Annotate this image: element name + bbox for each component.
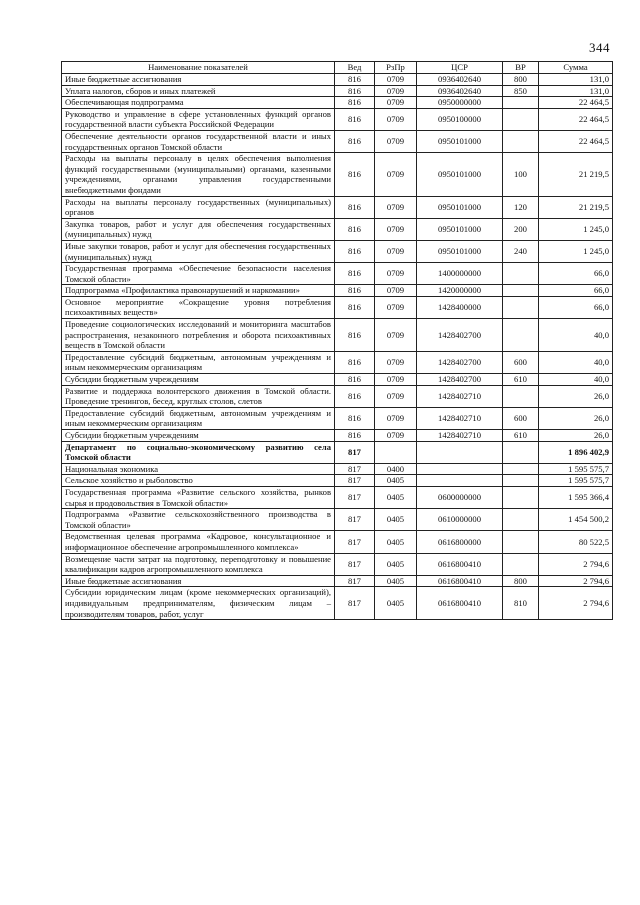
- cell-rzpr: 0405: [375, 587, 417, 620]
- cell-sum: 66,0: [539, 296, 613, 318]
- table-row: [62, 108, 613, 130]
- page-number: 344: [589, 40, 610, 55]
- cell-csr: 1428402700: [417, 319, 503, 352]
- cell-rzpr: 0405: [375, 575, 417, 587]
- cell-rzpr: 0709: [375, 319, 417, 352]
- cell-sum: 26,0: [539, 430, 613, 442]
- cell-csr: 0610000000: [417, 509, 503, 531]
- table-row: [62, 587, 613, 620]
- cell-ved: 817: [335, 463, 375, 475]
- cell-name: Государственная программа «Развитие сельского хозяйства, рынков сырья и продовольствия в Томской области»: [62, 486, 335, 508]
- table-row: [62, 130, 613, 152]
- cell-ved: 816: [335, 196, 375, 218]
- table-row: [62, 486, 613, 508]
- cell-sum: 21 219,5: [539, 153, 613, 196]
- cell-csr: 0950000000: [417, 97, 503, 109]
- table-row: [62, 463, 613, 475]
- cell-sum: 1 896 402,9: [539, 441, 613, 463]
- cell-csr: 1428402710: [417, 430, 503, 442]
- table-header: [62, 62, 613, 74]
- cell-sum: 66,0: [539, 263, 613, 285]
- cell-ved: 816: [335, 351, 375, 373]
- cell-sum: 80 522,5: [539, 531, 613, 553]
- cell-vr: 200: [503, 218, 539, 240]
- cell-name: Предоставление субсидий бюджетным, автономным учреждениям и иным некоммерческим организациям: [62, 407, 335, 429]
- cell-ved: 817: [335, 486, 375, 508]
- cell-sum: 40,0: [539, 319, 613, 352]
- cell-name: Возмещение части затрат на подготовку, переподготовку и повышение квалификации кадров агропромышленного комплекса: [62, 553, 335, 575]
- cell-name: Субсидии юридическим лицам (кроме некоммерческих организаций), индивидуальным предпринимателям, физическим лицам – производителям товаров, работ, услуг: [62, 587, 335, 620]
- cell-sum: 22 464,5: [539, 97, 613, 109]
- cell-ved: 817: [335, 509, 375, 531]
- table-row: [62, 430, 613, 442]
- cell-sum: 131,0: [539, 85, 613, 97]
- table-row: [62, 575, 613, 587]
- cell-rzpr: 0405: [375, 486, 417, 508]
- cell-vr: 810: [503, 587, 539, 620]
- cell-csr: [417, 475, 503, 487]
- cell-sum: 66,0: [539, 285, 613, 297]
- cell-rzpr: 0405: [375, 531, 417, 553]
- cell-vr: [503, 463, 539, 475]
- cell-rzpr: 0405: [375, 553, 417, 575]
- cell-sum: 40,0: [539, 351, 613, 373]
- cell-name: Департамент по социально-экономическому развитию села Томской области: [62, 441, 335, 463]
- table-row: [62, 475, 613, 487]
- table-row: [62, 296, 613, 318]
- cell-vr: [503, 296, 539, 318]
- cell-rzpr: 0709: [375, 108, 417, 130]
- cell-csr: 1428402710: [417, 385, 503, 407]
- cell-rzpr: 0709: [375, 196, 417, 218]
- cell-name: Уплата налогов, сборов и иных платежей: [62, 85, 335, 97]
- cell-sum: 1 595 575,7: [539, 463, 613, 475]
- table-row: [62, 374, 613, 386]
- cell-name: Субсидии бюджетным учреждениям: [62, 374, 335, 386]
- cell-sum: 1 454 500,2: [539, 509, 613, 531]
- table-row: [62, 531, 613, 553]
- cell-ved: 816: [335, 430, 375, 442]
- header-csr: ЦСР: [417, 62, 503, 74]
- cell-ved: 816: [335, 385, 375, 407]
- cell-csr: 0936402640: [417, 74, 503, 86]
- header-vr: ВР: [503, 62, 539, 74]
- budget-table: [61, 61, 613, 620]
- cell-rzpr: 0709: [375, 130, 417, 152]
- table-row: [62, 407, 613, 429]
- header-rzpr: РзПр: [375, 62, 417, 74]
- cell-sum: 40,0: [539, 374, 613, 386]
- cell-sum: 2 794,6: [539, 575, 613, 587]
- cell-rzpr: 0709: [375, 285, 417, 297]
- table-row: [62, 285, 613, 297]
- cell-csr: 0950101000: [417, 130, 503, 152]
- cell-csr: 0600000000: [417, 486, 503, 508]
- cell-rzpr: 0709: [375, 240, 417, 262]
- cell-csr: 1428402710: [417, 407, 503, 429]
- cell-vr: [503, 319, 539, 352]
- table-row: [62, 263, 613, 285]
- cell-ved: 816: [335, 97, 375, 109]
- cell-vr: 800: [503, 74, 539, 86]
- cell-ved: 817: [335, 587, 375, 620]
- cell-rzpr: 0709: [375, 218, 417, 240]
- cell-name: Подпрограмма «Развитие сельскохозяйственного производства в Томской области»: [62, 509, 335, 531]
- cell-sum: 21 219,5: [539, 196, 613, 218]
- table-row: [62, 553, 613, 575]
- cell-ved: 817: [335, 441, 375, 463]
- cell-ved: 816: [335, 319, 375, 352]
- cell-sum: 1 595 575,7: [539, 475, 613, 487]
- cell-sum: 1 245,0: [539, 218, 613, 240]
- cell-vr: [503, 130, 539, 152]
- cell-vr: 240: [503, 240, 539, 262]
- cell-sum: 2 794,6: [539, 553, 613, 575]
- cell-name: Иные бюджетные ассигнования: [62, 74, 335, 86]
- cell-csr: 0616800000: [417, 531, 503, 553]
- table-row: [62, 85, 613, 97]
- cell-name: Национальная экономика: [62, 463, 335, 475]
- cell-vr: 850: [503, 85, 539, 97]
- cell-ved: 816: [335, 285, 375, 297]
- cell-csr: 1428400000: [417, 296, 503, 318]
- cell-sum: 26,0: [539, 385, 613, 407]
- cell-csr: 0950101000: [417, 218, 503, 240]
- cell-vr: [503, 385, 539, 407]
- cell-ved: 816: [335, 85, 375, 97]
- cell-rzpr: 0709: [375, 430, 417, 442]
- cell-vr: [503, 486, 539, 508]
- cell-ved: 816: [335, 153, 375, 196]
- cell-name: Государственная программа «Обеспечение безопасности населения Томской области»: [62, 263, 335, 285]
- cell-sum: 1 595 366,4: [539, 486, 613, 508]
- cell-rzpr: 0709: [375, 374, 417, 386]
- cell-rzpr: 0709: [375, 263, 417, 285]
- cell-ved: 816: [335, 374, 375, 386]
- cell-name: Расходы на выплаты персоналу государственных (муниципальных) органов: [62, 196, 335, 218]
- cell-name: Основное мероприятие «Сокращение уровня потребления психоактивных веществ»: [62, 296, 335, 318]
- cell-csr: 0616800410: [417, 587, 503, 620]
- cell-rzpr: 0709: [375, 296, 417, 318]
- cell-name: Подпрограмма «Профилактика правонарушений и наркомании»: [62, 285, 335, 297]
- cell-ved: 816: [335, 263, 375, 285]
- cell-csr: 0950101000: [417, 196, 503, 218]
- cell-name: Предоставление субсидий бюджетным, автономным учреждениям и иным некоммерческим организациям: [62, 351, 335, 373]
- cell-csr: 0950101000: [417, 153, 503, 196]
- cell-csr: 1428402700: [417, 374, 503, 386]
- cell-name: Проведение социологических исследований и мониторинга масштабов распространения, незаконного потребления и оборота психоактивных веществ в Томской области: [62, 319, 335, 352]
- cell-ved: 816: [335, 108, 375, 130]
- cell-csr: 1428402700: [417, 351, 503, 373]
- table-row: [62, 351, 613, 373]
- cell-name: Субсидии бюджетным учреждениям: [62, 430, 335, 442]
- cell-csr: 0616800410: [417, 575, 503, 587]
- cell-rzpr: 0405: [375, 475, 417, 487]
- cell-ved: 816: [335, 218, 375, 240]
- cell-vr: 610: [503, 374, 539, 386]
- cell-rzpr: 0709: [375, 153, 417, 196]
- cell-ved: 816: [335, 296, 375, 318]
- table-row: [62, 153, 613, 196]
- header-name: Наименование показателей: [62, 62, 335, 74]
- cell-ved: 817: [335, 575, 375, 587]
- cell-vr: [503, 285, 539, 297]
- header-sum: Сумма: [539, 62, 613, 74]
- cell-vr: 610: [503, 430, 539, 442]
- cell-name: Закупка товаров, работ и услуг для обеспечения государственных (муниципальных) нужд: [62, 218, 335, 240]
- cell-csr: 1420000000: [417, 285, 503, 297]
- cell-rzpr: 0709: [375, 85, 417, 97]
- cell-csr: [417, 441, 503, 463]
- cell-rzpr: 0709: [375, 407, 417, 429]
- table-row: [62, 240, 613, 262]
- cell-rzpr: 0400: [375, 463, 417, 475]
- cell-vr: [503, 108, 539, 130]
- cell-csr: 1400000000: [417, 263, 503, 285]
- header-ved: Вед: [335, 62, 375, 74]
- cell-ved: 816: [335, 130, 375, 152]
- table-row: [62, 74, 613, 86]
- cell-name: Иные бюджетные ассигнования: [62, 575, 335, 587]
- cell-vr: 800: [503, 575, 539, 587]
- cell-name: Руководство и управление в сфере установленных функций органов государственной власти субъекта Российской Федерации: [62, 108, 335, 130]
- cell-vr: 600: [503, 351, 539, 373]
- cell-ved: 817: [335, 475, 375, 487]
- cell-csr: 0936402640: [417, 85, 503, 97]
- table-row: [62, 97, 613, 109]
- table-row: [62, 319, 613, 352]
- table-row: [62, 441, 613, 463]
- cell-name: Иные закупки товаров, работ и услуг для обеспечения государственных (муниципальных) нужд: [62, 240, 335, 262]
- cell-ved: 817: [335, 531, 375, 553]
- table-row: [62, 385, 613, 407]
- header-row: [62, 62, 613, 74]
- cell-sum: 131,0: [539, 74, 613, 86]
- cell-vr: 120: [503, 196, 539, 218]
- cell-ved: 816: [335, 74, 375, 86]
- cell-rzpr: [375, 441, 417, 463]
- cell-vr: [503, 97, 539, 109]
- cell-rzpr: 0709: [375, 385, 417, 407]
- cell-ved: 816: [335, 240, 375, 262]
- cell-csr: 0950100000: [417, 108, 503, 130]
- cell-rzpr: 0405: [375, 509, 417, 531]
- table-body: [62, 74, 613, 620]
- cell-sum: 22 464,5: [539, 130, 613, 152]
- cell-vr: [503, 509, 539, 531]
- cell-rzpr: 0709: [375, 97, 417, 109]
- cell-sum: 1 245,0: [539, 240, 613, 262]
- cell-rzpr: 0709: [375, 351, 417, 373]
- table-row: [62, 509, 613, 531]
- cell-csr: 0950101000: [417, 240, 503, 262]
- cell-name: Сельское хозяйство и рыболовство: [62, 475, 335, 487]
- cell-vr: 100: [503, 153, 539, 196]
- table-row: [62, 218, 613, 240]
- cell-name: Расходы на выплаты персоналу в целях обеспечения выполнения функций государственными (муниципальными) органами, казенными учреждениями, органами управления государственными внебюджетными фондами: [62, 153, 335, 196]
- cell-ved: 817: [335, 553, 375, 575]
- table-row: [62, 196, 613, 218]
- cell-vr: 600: [503, 407, 539, 429]
- cell-vr: [503, 263, 539, 285]
- cell-name: Ведомственная целевая программа «Кадровое, консультационное и информационное обеспечение агропромышленного комплекса»: [62, 531, 335, 553]
- cell-csr: [417, 463, 503, 475]
- cell-vr: [503, 531, 539, 553]
- cell-name: Обеспечение деятельности органов государственной власти и иных государственных органов Томской области: [62, 130, 335, 152]
- cell-name: Развитие и поддержка волонтерского движения в Томской области. Проведение тренингов, бесед, круглых столов, слетов: [62, 385, 335, 407]
- cell-vr: [503, 553, 539, 575]
- cell-vr: [503, 475, 539, 487]
- cell-ved: 816: [335, 407, 375, 429]
- cell-sum: 22 464,5: [539, 108, 613, 130]
- cell-vr: [503, 441, 539, 463]
- cell-name: Обеспечивающая подпрограмма: [62, 97, 335, 109]
- cell-csr: 0616800410: [417, 553, 503, 575]
- cell-sum: 26,0: [539, 407, 613, 429]
- cell-sum: 2 794,6: [539, 587, 613, 620]
- cell-rzpr: 0709: [375, 74, 417, 86]
